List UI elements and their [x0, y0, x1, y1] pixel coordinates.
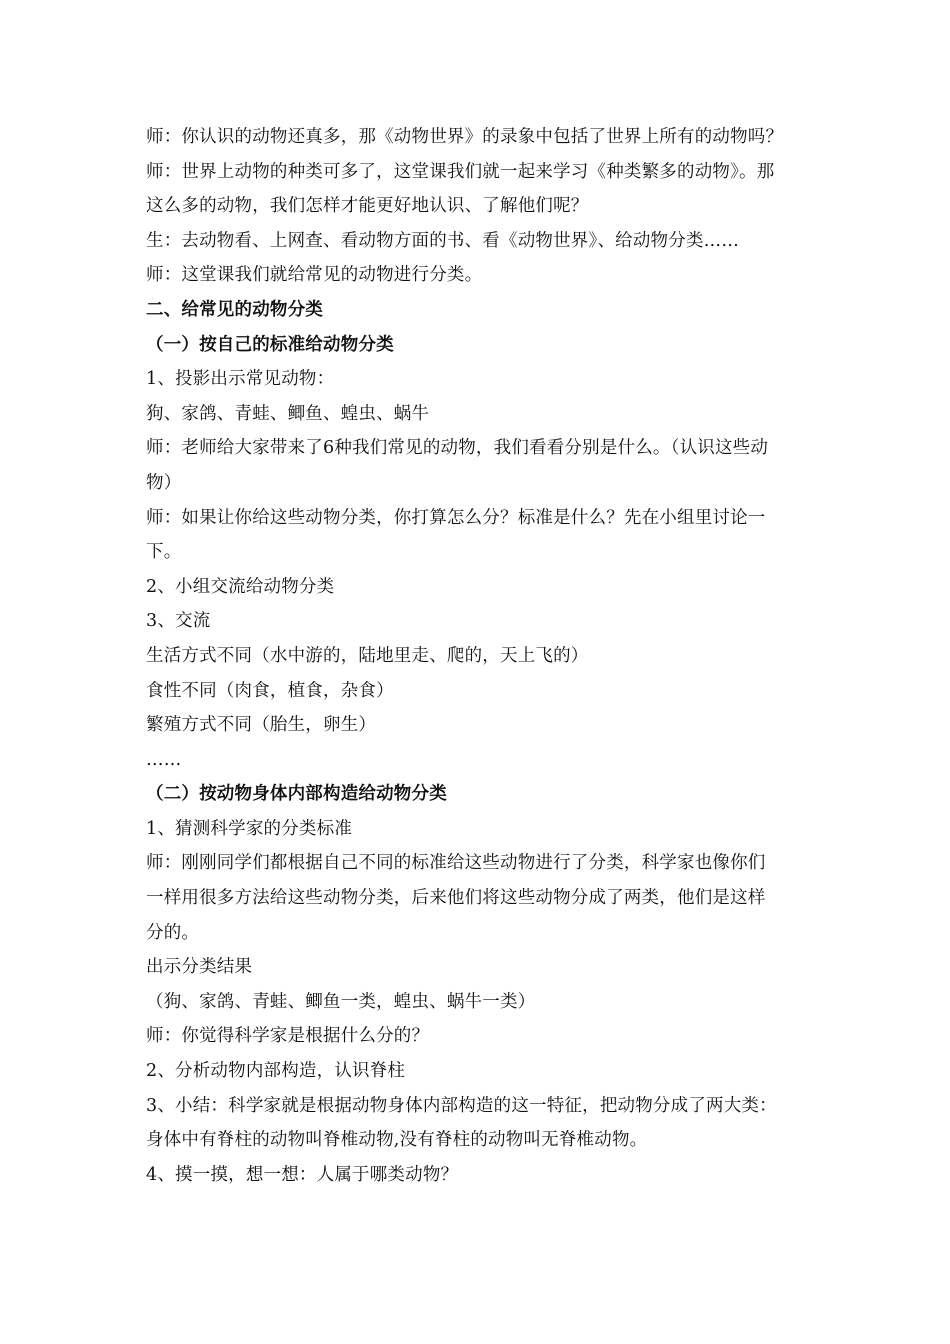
text-line: 4、摸一摸，想一想：人属于哪类动物？ [146, 1164, 459, 1185]
text-line: 物） [146, 472, 182, 493]
text-line: 这么多的动物，我们怎样才能更好地认识、了解他们呢？ [146, 196, 589, 217]
text-line: 3、小结：科学家就是根据动物身体内部构造的这一特征，把动物分成了两大类： [146, 1095, 777, 1116]
text-line: 食性不同（肉食，植食，杂食） [146, 680, 394, 701]
text-line: 师：世界上动物的种类可多了，这堂课我们就一起来学习《种类繁多的动物》。那 [146, 161, 775, 182]
section-heading: 二、给常见的动物分类 [146, 299, 323, 320]
text-line: 出示分类结果 [146, 957, 253, 978]
text-line: 1、猜测科学家的分类标准 [146, 818, 353, 839]
text-line: 分的。 [146, 922, 200, 943]
text-line: 师：这堂课我们就给常见的动物进行分类。 [146, 265, 483, 286]
text-line: 2、分析动物内部构造，认识脊柱 [146, 1061, 406, 1082]
text-line: 下。 [146, 542, 182, 563]
text-line: 师：你觉得科学家是根据什么分的？ [146, 1026, 430, 1047]
text-line: （狗、家鸽、青蛙、鲫鱼一类，蝗虫、蜗牛一类） [146, 991, 536, 1012]
text-line: 2、小组交流给动物分类 [146, 576, 335, 597]
subsection-heading: （二）按动物身体内部构造给动物分类 [146, 784, 447, 805]
text-line: 生活方式不同（水中游的，陆地里走、爬的，天上飞的） [146, 645, 589, 666]
text-line: 一样用很多方法给这些动物分类，后来他们将这些动物分成了两类，他们是这样 [146, 888, 766, 909]
text-line: 繁殖方式不同（胎生，卵生） [146, 715, 377, 736]
subsection-heading: （一）按自己的标准给动物分类 [146, 334, 394, 355]
text-line: 身体中有脊柱的动物叫脊椎动物,没有脊柱的动物叫无脊椎动物。 [146, 1130, 648, 1151]
document-page [146, 120, 816, 1192]
text-line: 1、投影出示常见动物： [146, 369, 335, 390]
text-line: 3、交流 [146, 611, 211, 632]
text-line: 师：如果让你给这些动物分类，你打算怎么分？标准是什么？先在小组里讨论一 [146, 507, 766, 528]
text-line: 师：刚刚同学们都根据自己不同的标准给这些动物进行了分类，科学家也像你们 [146, 853, 766, 874]
text-line: 师：老师给大家带来了6种我们常见的动物，我们看看分别是什么。（认识这些动 [146, 438, 769, 459]
text-line: …… [146, 749, 182, 770]
text-line: 师：你认识的动物还真多，那《动物世界》的录象中包括了世界上所有的动物吗？ [146, 127, 784, 147]
text-line: 生：去动物看、上网查、看动物方面的书、看《动物世界》、给动物分类…… [146, 230, 740, 251]
text-line: 狗、家鸽、青蛙、鲫鱼、蝗虫、蜗牛 [146, 403, 430, 424]
